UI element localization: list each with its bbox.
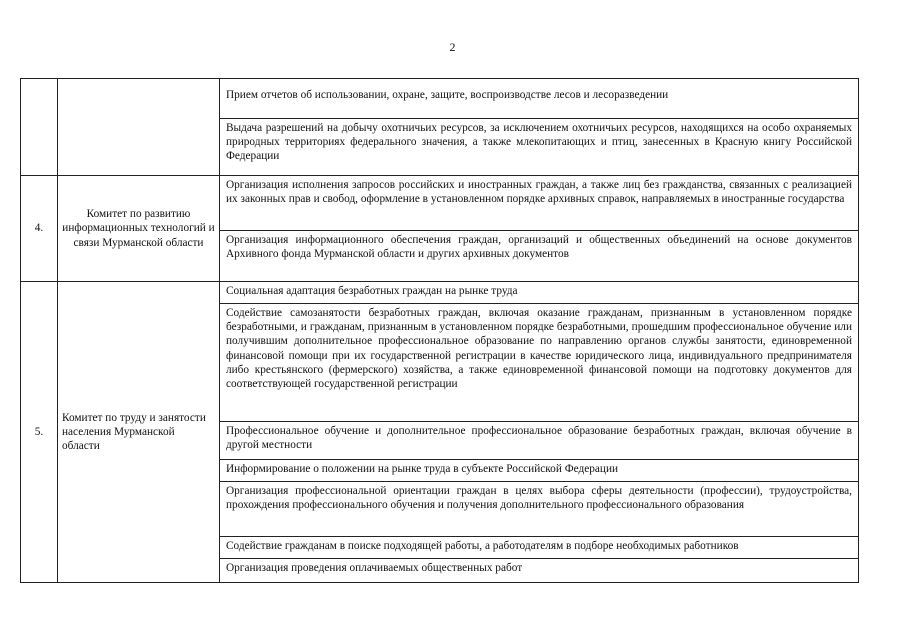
organization-name: Комитет по развитию информационных технологий и связи Мурманской области: [58, 176, 220, 282]
service-item: Содействие гражданам в поиске подходящей работы, а работодателям в подборе необходимых работников: [220, 537, 858, 559]
service-item: Профессиональное обучение и дополнительное профессиональное образование безработных граждан, включая обучение в другой местности: [220, 422, 858, 460]
services-cell: [220, 79, 859, 176]
row-number: 4.: [21, 176, 58, 282]
table-row: [21, 176, 859, 282]
service-item: Информирование о положении на рынке труда в субъекте Российской Федерации: [220, 460, 858, 482]
row-number: 5.: [21, 282, 58, 583]
service-item: Социальная адаптация безработных граждан на рынке труда: [220, 282, 858, 304]
services-cell: [220, 282, 859, 583]
service-item: Прием отчетов об использовании, охране, защите, воспроизводстве лесов и лесоразведении: [220, 79, 858, 119]
table-row: [21, 282, 859, 583]
organization-name: [58, 79, 220, 176]
service-item: Организация информационного обеспечения граждан, организаций и общественных объединений на основе документов Архивного фонда Мурманской области и других архивных документов: [226, 234, 852, 261]
service-item: Организация профессиональной ориентации граждан в целях выбора сферы деятельности (профессии), трудоустройства, прохождения профессионального обучения и получения дополнительного профессионального образования: [220, 482, 858, 537]
table-row: [21, 79, 859, 176]
services-cell: [220, 176, 859, 282]
organization-name: Комитет по труду и занятости населения Мурманской области: [58, 282, 220, 583]
row-number: [21, 79, 58, 176]
service-item: Организация проведения оплачиваемых общественных работ: [226, 562, 523, 574]
page-number: 2: [449, 40, 456, 54]
service-item: Выдача разрешений на добычу охотничьих ресурсов, за исключением охотничьих ресурсов, находящихся на особо охраняемых природных территориях федерального значения, а также млекопитающих и птиц, занесенных в Красную книгу Российской Федерации: [226, 122, 852, 163]
services-table: [20, 78, 859, 583]
service-item: Организация исполнения запросов российских и иностранных граждан, а также лиц без гражданства, связанных с реализацией их законных прав и свобод, оформление в установленном порядке архивных справок, направляемых в иностранные государства: [220, 176, 858, 231]
service-item: Содействие самозанятости безработных граждан, включая оказание гражданам, признанным в установленном порядке безработными, и гражданам, признанным в установленном порядке безработными, прошедшим профессиональное обучение или получившим дополнительное профессиональное образование по направлению органов службы занятости, единовременной финансовой помощи при их государственной регистрации в качестве юридического лица, индивидуального предпринимателя либо крестьянского (фермерского) хозяйства, а также единовременной финансовой помощи на подготовку документов для соответствующей государственной регистрации: [220, 304, 858, 422]
